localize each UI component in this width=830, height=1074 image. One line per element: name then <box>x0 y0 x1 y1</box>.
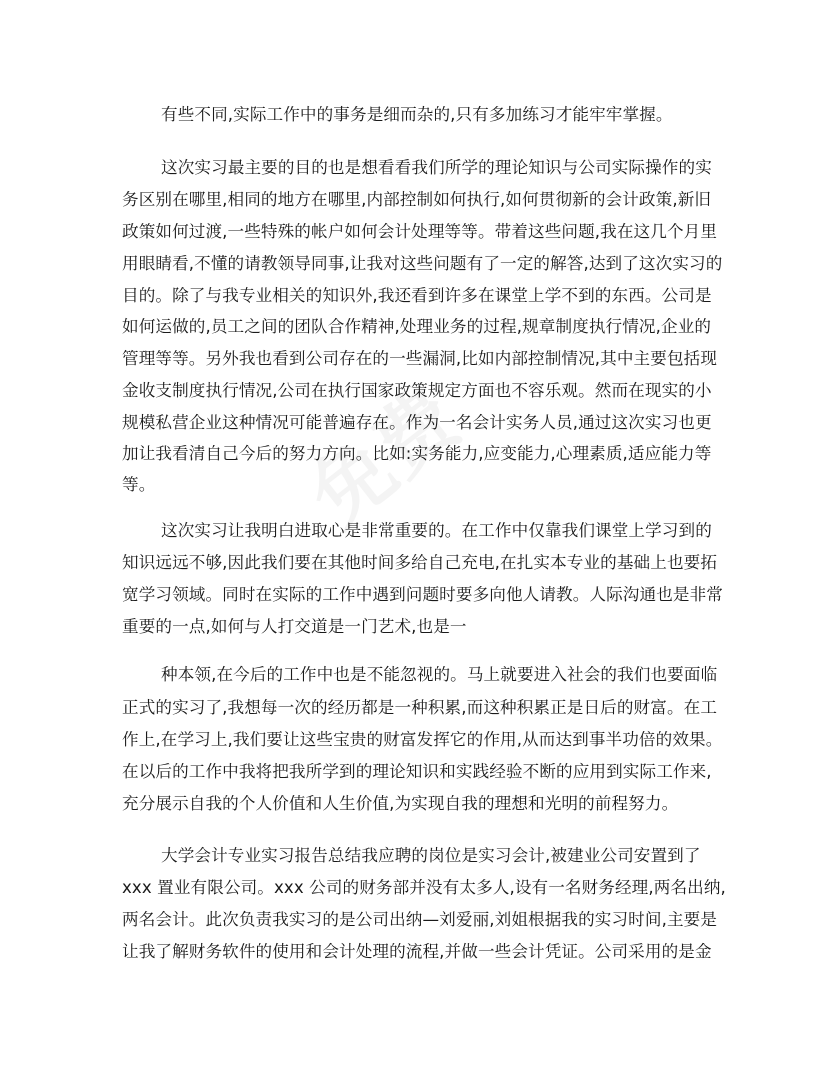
text-line: 两名会计。此次负责我实习的是公司出纳—刘爱丽,刘姐根据我的实习时间,主要是 <box>122 910 718 929</box>
text-line: 正式的实习了,我想每一次的经历都是一种积累,而这种积累正是日后的财富。在工 <box>122 698 718 717</box>
text-line: 等。 <box>122 475 156 494</box>
text-line: 在以后的工作中我将把我所学到的理论知识和实践经验不断的应用到实际工作来, <box>122 762 712 781</box>
text-line: 作上,在学习上,我们要让这些宝贵的财富发挥它的作用,从而达到事半功倍的效果。 <box>122 730 723 749</box>
text-line: 充分展示自我的个人价值和人生价值,为实现自我的理想和光明的前程努力。 <box>122 794 679 813</box>
text-line: 如何运做的,员工之间的团队合作精神,处理业务的过程,规章制度执行情况,企业的 <box>122 317 712 336</box>
text-line: 加让我看清自己今后的努力方向。比如:实务能力,应变能力,心理素质,适应能力等 <box>122 444 712 463</box>
text-line: 用眼睛看,不懂的请教领导同事,让我对这些问题有了一定的解答,达到了这次实习的 <box>122 254 723 273</box>
text-line: 让我了解财务软件的使用和会计处理的流程,并做一些会计凭证。公司采用的是金 <box>122 942 712 961</box>
text-line: 这次实习让我明白进取心是非常重要的。在工作中仅靠我们课堂上学习到的 <box>161 521 712 540</box>
text-line: xxx 置业有限公司。xxx 公司的财务部并没有太多人,设有一名财务经理,两名出纳, <box>122 878 726 897</box>
text-line: 知识远远不够,因此我们要在其他时间多给自己充电,在扎实本专业的基础上也要拓 <box>122 553 718 572</box>
text-line: 种本领,在今后的工作中也是不能忽视的。马上就要进入社会的我们也要面临 <box>161 665 718 684</box>
text-line: 规模私营企业这种情况可能普遍存在。作为一名会计实务人员,通过这次实习也更 <box>122 413 712 432</box>
text-line: 务区别在哪里,相同的地方在哪里,内部控制如何执行,如何贯彻新的会计政策,新旧 <box>122 190 712 209</box>
text-line: 大学会计专业实习报告总结我应聘的岗位是实习会计,被建业公司安置到了 <box>161 846 701 865</box>
text-line: 重要的一点,如何与人打交道是一门艺术,也是一 <box>122 617 467 636</box>
text-line: 宽学习领域。同时在实际的工作中遇到问题时要多向他人请教。人际沟通也是非常 <box>122 585 723 604</box>
text-line: 管理等等。另外我也看到公司存在的一些漏洞,比如内部控制情况,其中主要包括现 <box>122 349 718 368</box>
text-line: 金收支制度执行情况,公司在执行国家政策规定方面也不容乐观。然而在现实的小 <box>122 381 712 400</box>
text-line: 目的。除了与我专业相关的知识外,我还看到许多在课堂上学不到的东西。公司是 <box>122 286 712 305</box>
text-line: 政策如何过渡,一些特殊的帐户如何会计处理等等。带着这些问题,我在这几个月里 <box>122 222 718 241</box>
text-line: 有些不同,实际工作中的事务是细而杂的,只有多加练习才能牢牢掌握。 <box>161 105 673 124</box>
text-line: 这次实习最主要的目的也是想看看我们所学的理论知识与公司实际操作的实 <box>161 158 712 177</box>
